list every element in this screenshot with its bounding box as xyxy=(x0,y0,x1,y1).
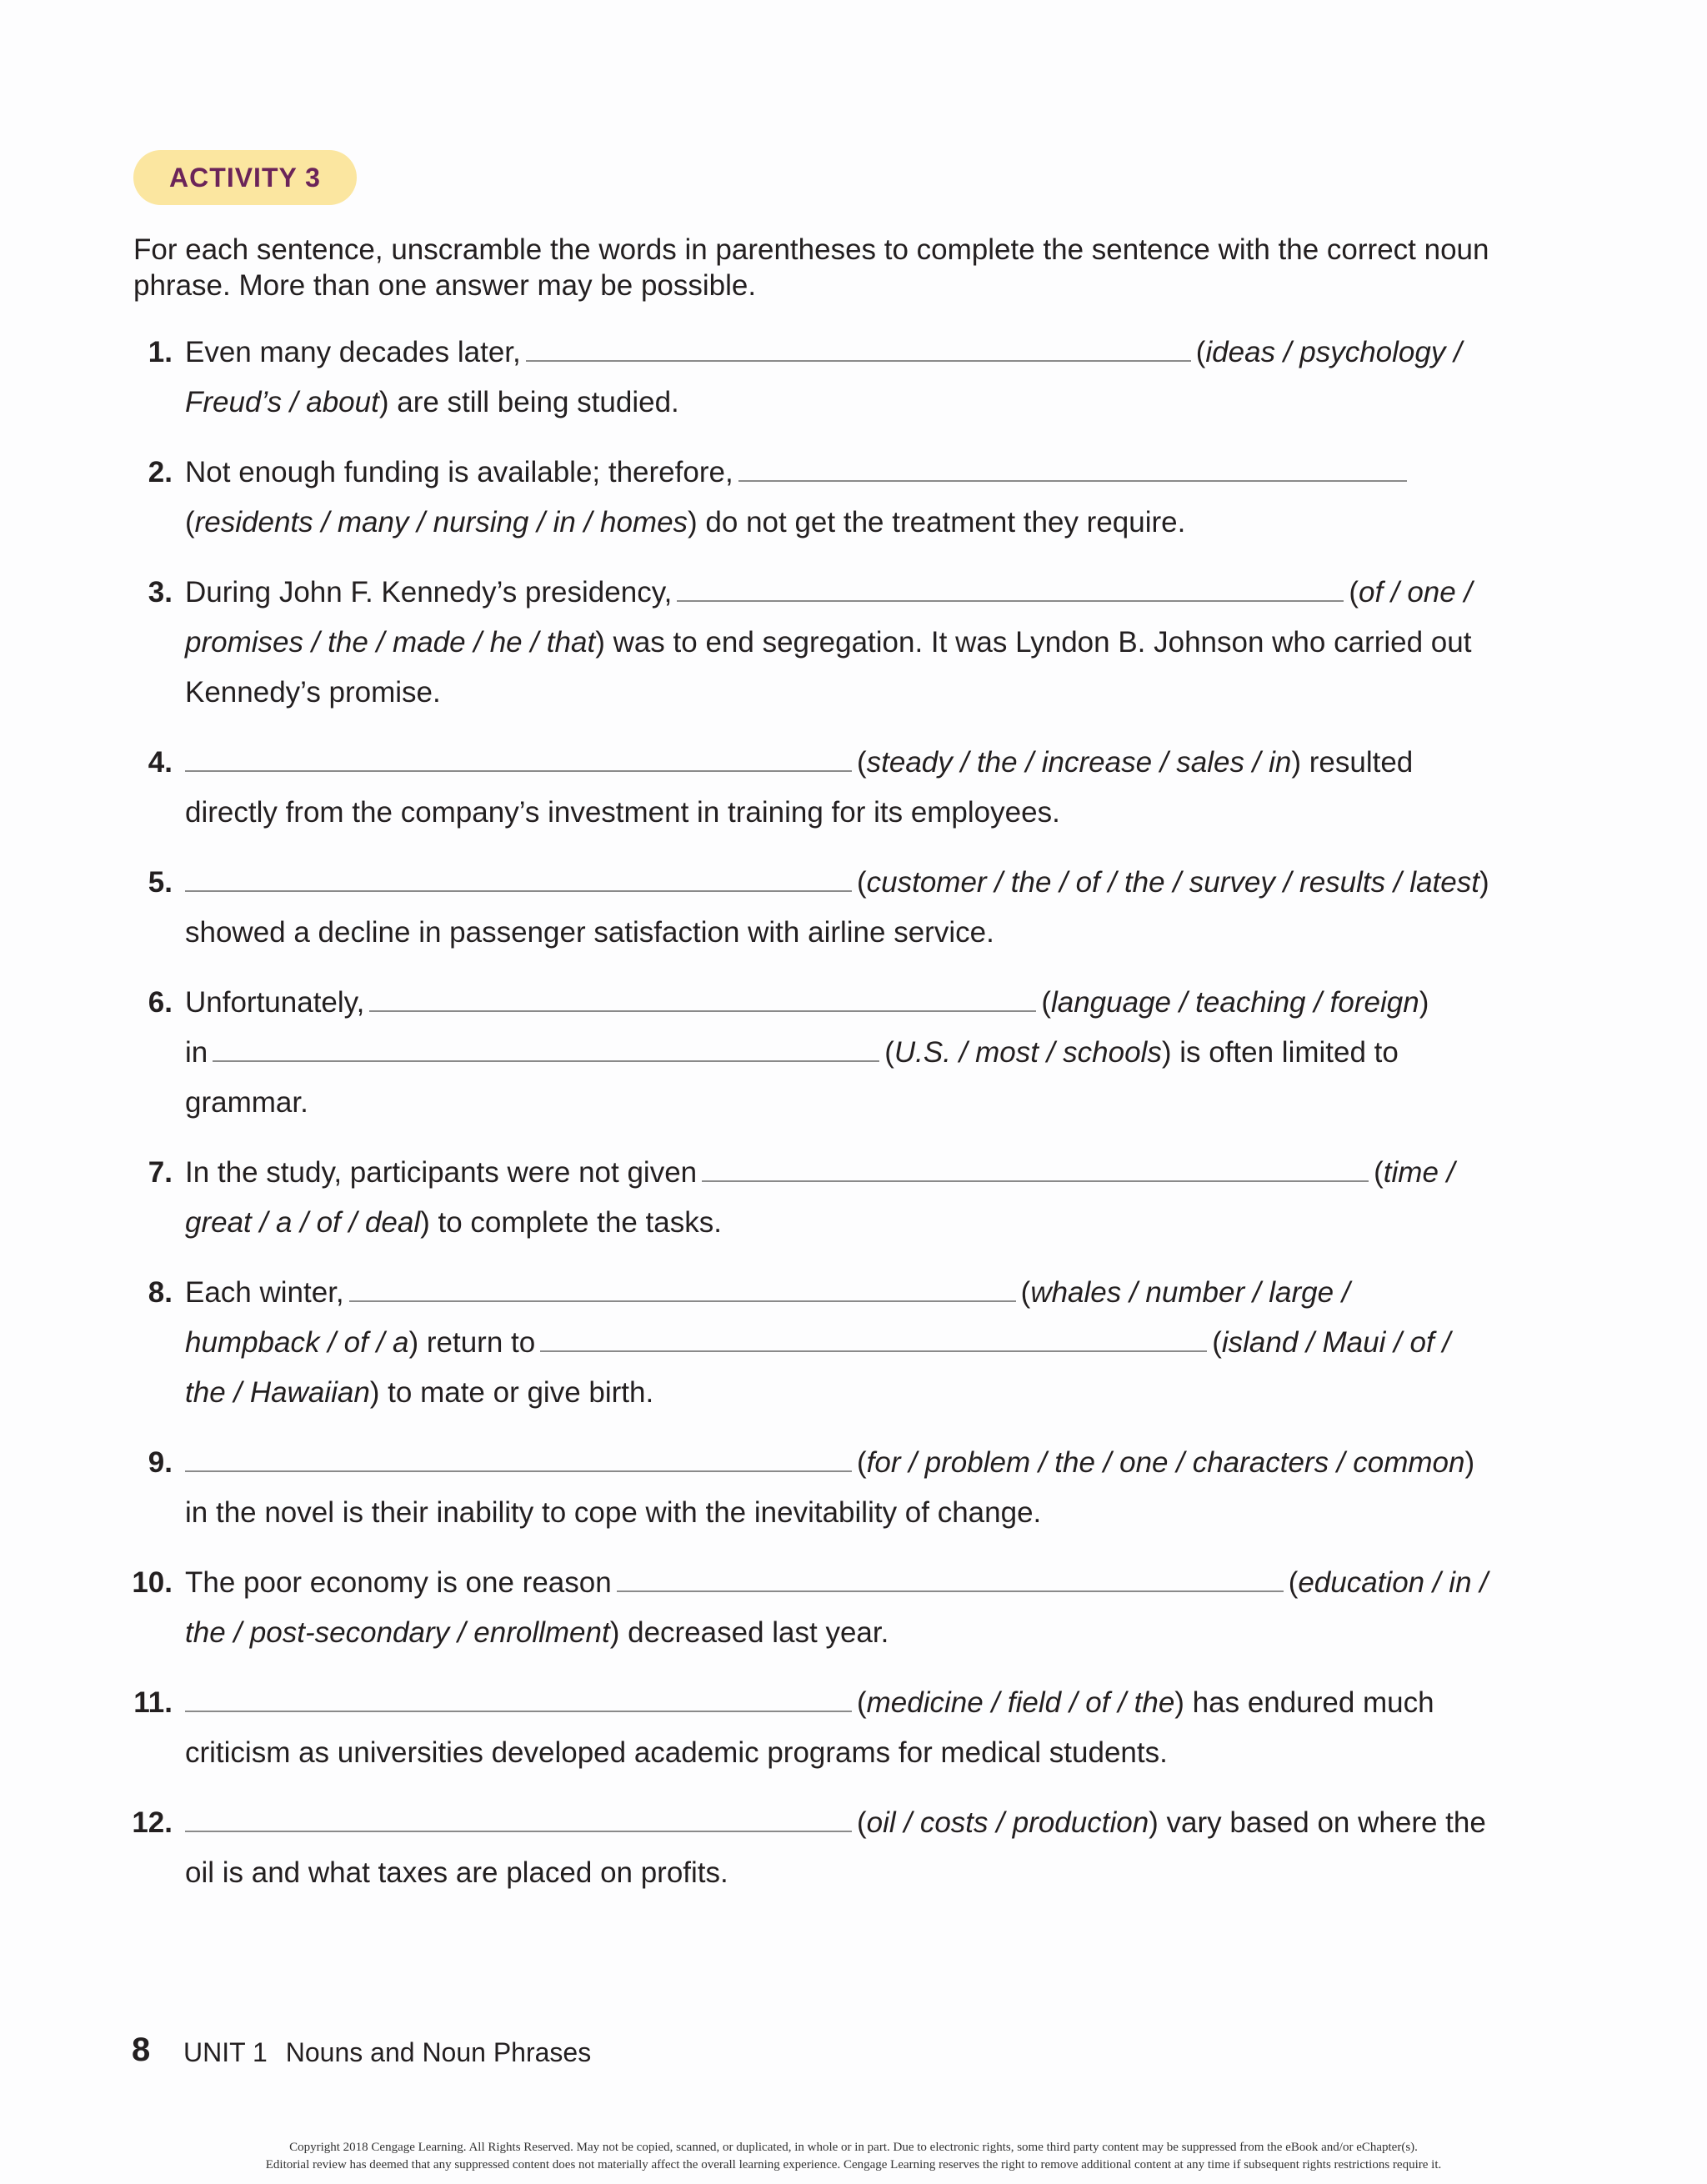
answer-blank[interactable] xyxy=(738,472,1407,482)
scrambled-words: the / Hawaiian xyxy=(185,1376,370,1409)
answer-blank[interactable] xyxy=(185,1822,852,1832)
text: to complete the tasks. xyxy=(429,1206,722,1239)
item-line xyxy=(185,448,1552,498)
text: ( xyxy=(884,1036,894,1069)
unit-heading xyxy=(183,2037,591,2068)
item-line xyxy=(185,1198,1552,1248)
text: ( xyxy=(1374,1156,1384,1189)
item-line xyxy=(185,1028,1552,1078)
copyright-line-1: Copyright 2018 Cengage Learning. All Rights Reserved. May not be copied, scanned, or duplicated, in whole or in part. Due to electronic rights, some third party content may be suppressed from the eBook and/or eChapter(s). xyxy=(289,2141,1418,2154)
item-line xyxy=(185,788,1552,838)
text: Unfortunately, xyxy=(185,986,365,1019)
item-line xyxy=(185,1608,1552,1658)
text: is often limited to xyxy=(1171,1036,1399,1069)
item-line xyxy=(185,1368,1552,1418)
text: criticism as universities developed academic programs for medical students. xyxy=(185,1736,1168,1769)
scrambled-words: great / a / of / deal xyxy=(185,1206,421,1239)
text: ) xyxy=(1464,1446,1475,1479)
item-line xyxy=(185,498,1552,548)
item-number: 4. xyxy=(148,746,173,779)
scrambled-words: customer / the / of / the / survey / results / latest xyxy=(866,866,1479,899)
answer-blank[interactable] xyxy=(185,1462,852,1472)
text: resulted xyxy=(1301,746,1414,779)
text: ) xyxy=(1149,1806,1159,1839)
answer-blank[interactable] xyxy=(540,1342,1207,1352)
item-number: 8. xyxy=(148,1276,173,1309)
answer-blank[interactable] xyxy=(185,882,852,892)
activity-badge xyxy=(133,150,357,205)
scrambled-words: the / post-secondary / enrollment xyxy=(185,1616,610,1649)
scrambled-words: humpback / of / a xyxy=(185,1326,409,1359)
text: has endured much xyxy=(1184,1686,1434,1719)
scrambled-words: education / in / xyxy=(1298,1566,1488,1599)
scrambled-words: U.S. / most / schools xyxy=(894,1036,1162,1069)
item-number: 11. xyxy=(133,1686,173,1719)
scrambled-words: island / Maui / of / xyxy=(1221,1326,1451,1359)
text: ) xyxy=(378,386,389,418)
text: ( xyxy=(1041,986,1051,1019)
item-line xyxy=(185,568,1552,618)
item-number: 10. xyxy=(132,1566,173,1599)
text: ) xyxy=(595,626,605,659)
item-number: 1. xyxy=(148,336,173,368)
item-number: 7. xyxy=(148,1156,173,1189)
scrambled-words: Freud’s / about xyxy=(185,386,379,418)
text: decreased last year. xyxy=(619,1616,889,1649)
text: ) xyxy=(609,1616,620,1649)
item-number: 6. xyxy=(148,986,173,1019)
scrambled-words: language / teaching / foreign xyxy=(1050,986,1419,1019)
text: In the study, participants were not given xyxy=(185,1156,698,1189)
text: oil is and what taxes are placed on profits. xyxy=(185,1856,728,1889)
text: Even many decades later, xyxy=(185,336,521,368)
text: ) xyxy=(420,1206,430,1239)
text: Kennedy’s promise. xyxy=(185,676,441,709)
item-line xyxy=(185,1678,1552,1728)
answer-blank[interactable] xyxy=(702,1172,1369,1182)
text: ) xyxy=(1161,1036,1172,1069)
text: Each winter, xyxy=(185,1276,344,1309)
item-line xyxy=(185,1728,1552,1778)
activity-label: ACTIVITY 3 xyxy=(169,162,321,193)
text: directly from the company’s investment in training for its employees. xyxy=(185,796,1060,829)
item-line xyxy=(185,858,1552,908)
text: showed a decline in passenger satisfaction with airline service. xyxy=(185,916,994,949)
text: return to xyxy=(418,1326,536,1359)
text: ) xyxy=(1419,986,1429,1019)
text: ) xyxy=(1174,1686,1184,1719)
page-number: 8 xyxy=(132,2031,151,2068)
text: are still being studied. xyxy=(388,386,679,418)
item-line xyxy=(185,328,1552,378)
text: ) xyxy=(369,1376,380,1409)
answer-blank[interactable] xyxy=(185,1702,852,1712)
answer-blank[interactable] xyxy=(349,1292,1016,1302)
unit-label: UNIT 1 xyxy=(183,2037,268,2067)
scrambled-words: medicine / field / of / the xyxy=(866,1686,1175,1719)
text: ) xyxy=(688,506,698,538)
instructions: For each sentence, unscramble the words in parentheses to complete the sentence with the correct noun phrase. More than one answer may be possible. xyxy=(133,233,1489,302)
text: ( xyxy=(185,506,195,538)
answer-blank[interactable] xyxy=(526,352,1191,362)
item-line xyxy=(185,1318,1552,1368)
item-number: 5. xyxy=(148,866,173,899)
text: ( xyxy=(1195,336,1206,368)
scrambled-words: oil / costs / production xyxy=(866,1806,1149,1839)
item-line xyxy=(185,1798,1552,1848)
item-number: 12. xyxy=(132,1806,173,1839)
text: ( xyxy=(1288,1566,1299,1599)
scrambled-words: residents / many / nursing / in / homes xyxy=(194,506,688,538)
item-line xyxy=(185,378,1552,428)
item-line xyxy=(185,668,1552,718)
scrambled-words: of / one / xyxy=(1358,576,1473,609)
scrambled-words: steady / the / increase / sales / in xyxy=(866,746,1292,779)
item-number: 2. xyxy=(148,456,173,488)
text: do not get the treatment they require. xyxy=(697,506,1186,538)
text: ) xyxy=(408,1326,419,1359)
text: ( xyxy=(1020,1276,1031,1309)
item-line xyxy=(185,1488,1552,1538)
item-line xyxy=(185,1148,1552,1198)
item-line xyxy=(185,1078,1552,1128)
scrambled-words: time / xyxy=(1383,1156,1455,1189)
text: During John F. Kennedy’s presidency, xyxy=(185,576,673,609)
item-number: 3. xyxy=(148,576,173,609)
item-line xyxy=(185,978,1552,1028)
text: ) xyxy=(1291,746,1302,779)
text: The poor economy is one reason xyxy=(185,1566,612,1599)
scrambled-words: for / problem / the / one / characters / common xyxy=(866,1446,1465,1479)
item-line xyxy=(185,1268,1552,1318)
scrambled-words: whales / number / large / xyxy=(1030,1276,1350,1309)
text: ( xyxy=(1212,1326,1222,1359)
text: ( xyxy=(857,1806,867,1839)
item-line xyxy=(185,1558,1552,1608)
text: ( xyxy=(857,866,867,899)
unit-title: Nouns and Noun Phrases xyxy=(285,2037,592,2067)
item-line xyxy=(185,1438,1552,1488)
answer-blank[interactable] xyxy=(677,592,1344,602)
text: ( xyxy=(1349,576,1359,609)
answer-blank[interactable] xyxy=(213,1052,879,1062)
answer-blank[interactable] xyxy=(369,1002,1036,1012)
copyright-notice xyxy=(0,2139,1707,2174)
item-line xyxy=(185,908,1552,958)
item-line xyxy=(185,738,1552,788)
text: ( xyxy=(857,746,867,779)
text: Not enough funding is available; therefore, xyxy=(185,456,733,488)
text: grammar. xyxy=(185,1086,308,1119)
text: ( xyxy=(857,1446,867,1479)
text: ( xyxy=(857,1686,867,1719)
copyright-line-2: Editorial review has deemed that any suppressed content does not materially affect the overall learning experience. Cengage Learning reserves the right to remove additional content at any time if subsequent rights restrictions require it. xyxy=(265,2158,1442,2171)
text: was to end segregation. It was Lyndon B. Johnson who carried out xyxy=(604,626,1472,659)
item-line xyxy=(185,618,1552,668)
scrambled-words: ideas / psychology / xyxy=(1205,336,1462,368)
item-line xyxy=(185,1848,1552,1898)
scrambled-words: promises / the / made / he / that xyxy=(185,626,596,659)
text: ) xyxy=(1479,866,1489,899)
answer-blank[interactable] xyxy=(617,1582,1284,1592)
item-number: 9. xyxy=(148,1446,173,1479)
text: to mate or give birth. xyxy=(379,1376,654,1409)
text: vary based on where the xyxy=(1158,1806,1486,1839)
text: in xyxy=(185,1036,208,1069)
text: in the novel is their inability to cope with the inevitability of change. xyxy=(185,1496,1042,1529)
answer-blank[interactable] xyxy=(185,762,852,772)
